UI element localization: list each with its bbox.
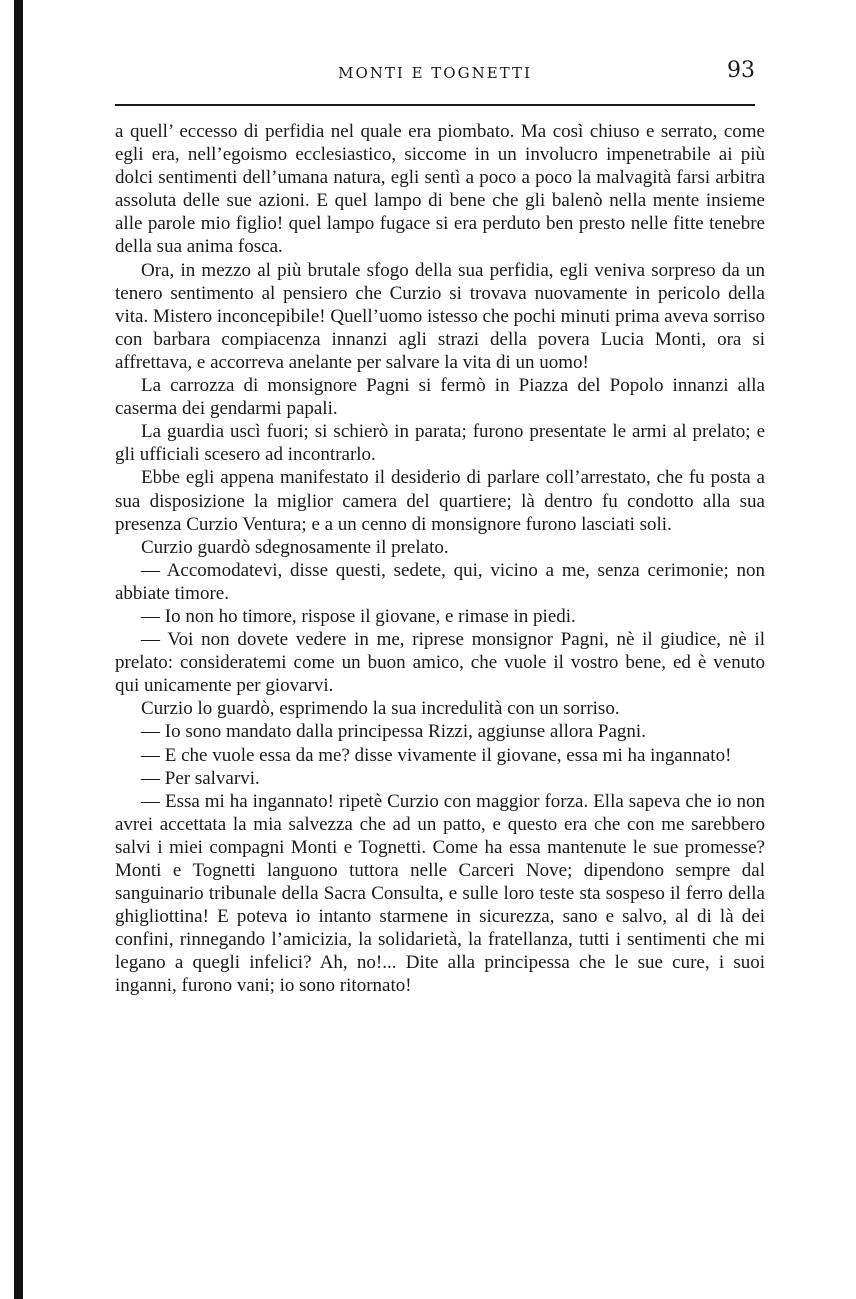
- header-rule: [115, 104, 755, 106]
- paragraph: a quell’ eccesso di perfidia nel quale era piombato. Ma così chiuso e serrato, come egli era, nell’egoismo ecclesiastico, siccome in un involucro impenetrabile ai più dolci sentimenti dell’umana natura, egli sentì a poco a poco la malvagità farsi arbitra assoluta delle sue azioni. E quel lampo di bene che gli balenò nella mente insieme alle parole mio figlio! quel lampo fugace si era perduto ben presto nelle fitte tenebre della sua anima fosca.: [115, 121, 765, 258]
- paragraph: La carrozza di monsignore Pagni si fermò in Piazza del Popolo innanzi alla caserma dei gendarmi papali.: [115, 375, 765, 420]
- dialogue-paragraph: — E che vuole essa da me? disse vivamente il giovane, essa mi ha ingannato!: [141, 744, 732, 766]
- dialogue-paragraph: — Voi non dovete vedere in me, riprese monsignor Pagni, nè il giudice, nè il prelato: consideratemi come un buon amico, che vuole il vostro bene, ed è venuto qui unicamente per giovarvi.: [115, 629, 765, 697]
- dialogue-paragraph: — Io sono mandato dalla principessa Rizzi, aggiunse allora Pagni.: [141, 721, 646, 743]
- dialogue-paragraph: — Essa mi ha ingannato! ripetè Curzio con maggior forza. Ella sapeva che io non avrei accettata la mia salvezza che ad un patto, e questo era che con me sarebbero salvi i miei compagni Monti e Tognetti. Come ha essa mantenute le sue promesse? Monti e Tognetti languono tuttora nelle Carceri Nove; dipendono sempre dal sanguinario tribunale della Sacra Consulta, e sulle loro teste sta sospeso il ferro della ghigliottina! E poteva io intanto starmene in sicurezza, sano e salvo, al di là dei confini, rinnegando l’amicizia, la solidarietà, la fratellanza, tutti i sentimenti che mi legano a quegli infelici? Ah, no!... Dite alla principessa che le sue cure, i suoi inganni, furono vani; io sono ritornato!: [115, 790, 765, 997]
- body-text: [115, 120, 765, 998]
- paragraph: Ebbe egli appena manifestato il desiderio di parlare coll’arrestato, che fu posta a sua disposizione la miglior camera del quartiere; là dentro fu condotto alla sua presenza Curzio Ventura; e a un cenno di monsignore furono lasciati soli.: [115, 467, 765, 535]
- dialogue-paragraph: — Io non ho timore, rispose il giovane, e rimase in piedi.: [141, 605, 576, 627]
- dialogue-paragraph: — Per salvarvi.: [141, 767, 260, 789]
- dialogue-paragraph: — Accomodatevi, disse questi, sedete, qui, vicino a me, senza cerimonie; non abbiate timore.: [115, 559, 765, 604]
- running-title: MONTI E TOGNETTI: [338, 64, 532, 82]
- paragraph: Ora, in mezzo al più brutale sfogo della sua perfidia, egli veniva sorpreso da un tenero sentimento al pensiero che Curzio si trovava nuovamente in pericolo della vita. Mistero inconcepibile! Quell’uomo istesso che pochi minuti prima aveva sorriso con barbara compiacenza innanzi agli strazi della povera Lucia Monti, ora si affrettava, e accorreva anelante per salvare la vita di un uomo!: [115, 259, 765, 373]
- paragraph: Curzio guardò sdegnosamente il prelato.: [141, 536, 449, 558]
- paragraph: La guardia uscì fuori; si schierò in parata; furono presentate le armi al prelato; e gli ufficiali scesero ad incontrarlo.: [115, 421, 765, 466]
- paragraph: Curzio lo guardò, esprimendo la sua incredulità con un sorriso.: [141, 698, 620, 720]
- page-number: 93: [727, 58, 755, 83]
- page-gutter-shadow: [14, 0, 23, 1299]
- page-header: [115, 58, 755, 88]
